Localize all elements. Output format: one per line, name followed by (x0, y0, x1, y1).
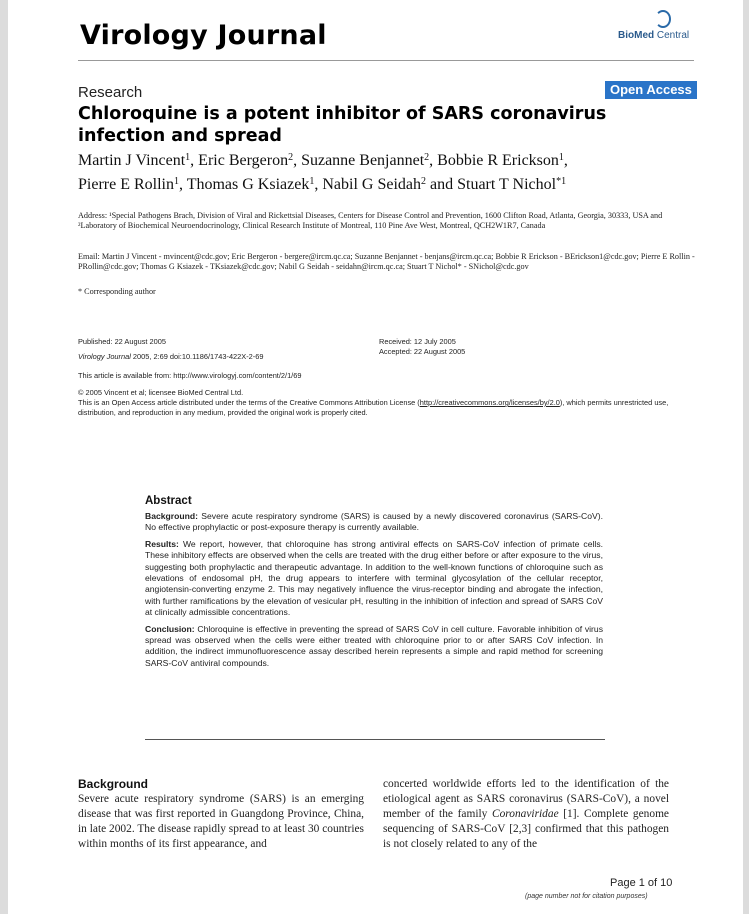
author-affiliation: 1 (558, 152, 564, 163)
author (301, 152, 437, 169)
citation-details: 2005, 2:69 doi:10.1186/1743-422X-2-69 (130, 352, 264, 361)
author-separator: , (293, 152, 302, 169)
author-separator: , (190, 152, 199, 169)
abstract-conclusion-text: Chloroquine is effective in preventing the spread of SARS CoV in cell culture. Favorable inhibition of virus spread was observed when the cells were either treated with chloroquine prior to or after SARS CoV infection. In addition, the indirect immunofluorescence assay described herein represents a simple and rapid method for screening SARS-CoV antiviral compounds. (145, 623, 603, 668)
page-number-note: (page number not for citation purposes) (525, 893, 648, 900)
article-page (8, 0, 743, 914)
author-name: Eric Bergeron (198, 152, 289, 169)
author-affiliation: 1 (185, 152, 191, 163)
author (322, 176, 457, 193)
license-statement (78, 398, 698, 419)
author-name: Suzanne Benjannet (301, 152, 425, 169)
publisher-name-rest: Central (654, 30, 690, 41)
author-name: Martin J Vincent (78, 152, 186, 169)
article-title: Chloroquine is a potent inhibitor of SARS coronavirus infection and spread (78, 104, 607, 146)
author (457, 176, 566, 193)
body-column-2-pre: concerted worldwide efforts led to the identification of the etiological agent as SARS coronavirus (SARS-CoV), a novel member of the family (383, 778, 669, 820)
author-name: Stuart T Nichol (457, 175, 557, 193)
body-column-2-italic: Coronaviridae (491, 808, 559, 820)
author-name: Thomas G Ksiazek (186, 175, 310, 193)
author (187, 176, 323, 193)
author (78, 176, 187, 193)
author-separator: , (314, 175, 323, 193)
author-affiliation: 2 (424, 152, 430, 163)
author-list (78, 148, 698, 195)
author-affiliation: 1 (173, 175, 179, 187)
abstract-results-label: Results: (145, 539, 179, 550)
article-type: Research (78, 84, 143, 101)
article-url: This article is available from: http://www.virologyj.com/content/2/1/69 (78, 371, 302, 380)
license-link[interactable]: http://creativecommons.org/licenses/by/2.0 (419, 398, 560, 407)
author-separator: , (563, 152, 568, 169)
publisher-name-bold: BioMed (618, 30, 655, 41)
body-column-1: Severe acute respiratory syndrome (SARS) is an emerging disease that was first reported in Guangdong Province, China, in late 2002. The disease rapidly spread to at least 30 countries within months of its first appearance, and (78, 793, 364, 850)
author-name: Pierre E Rollin (78, 175, 174, 193)
abstract-background (145, 511, 603, 534)
abstract-box (145, 495, 603, 674)
citation-line (78, 352, 263, 362)
body-column-2-post: [1]. Complete genome sequencing of SARS-CoV [2,3] confirmed that this pathogen is not closely related to any of the (383, 808, 669, 850)
section-heading-background: Background (78, 777, 149, 791)
author-separator: and (426, 175, 458, 193)
abstract-conclusion-label: Conclusion: (145, 623, 195, 634)
published-date: Published: 22 August 2005 (78, 337, 166, 346)
author-affiliation: 2 (288, 152, 294, 163)
author-name: Bobbie R Erickson (437, 152, 559, 169)
citation-journal: Virology Journal (78, 352, 131, 361)
author-name: Nabil G Seidah (322, 175, 421, 193)
abstract-background-text: Severe acute respiratory syndrome (SARS) is caused by a newly discovered coronavirus (SARS-CoV). No effective prophylactic or post-exposure therapy is currently available. (145, 511, 603, 533)
author (198, 152, 301, 169)
author-emails: Email: Martin J Vincent - mvincent@cdc.gov; Eric Bergeron - bergere@ircm.qc.ca; Suzanne Benjannet - benjans@ircm.qc.ca; Bobbie R Erickson - BErickson1@cdc.gov; Pierre E Rollin - PRollin@cdc.gov; Thomas G Ksiazek - TKsiazek@cdc.gov; Nabil G Seidah - seidahn@ircm.qc.ca; Stuart T Nichol* - SNichol@cdc.gov (78, 252, 695, 272)
received-date: Received: 12 July 2005 (379, 337, 456, 346)
license-text-post: ), which permits unrestricted use, distribution, and reproduction in any medium, provided the original work is properly cited. (78, 398, 669, 418)
abstract-conclusion (145, 624, 603, 669)
header-rule (78, 60, 694, 61)
journal-title: Virology Journal (80, 20, 327, 51)
author-affiliation: 1 (309, 175, 315, 187)
affiliation-address: Address: ¹Special Pathogens Brach, Division of Viral and Rickettsial Diseases, Centers for Disease Control and Prevention, 1600 Clifton Road, Atlanta, Georgia, 30333, USA and ²Laboratory of Biochemical Neuroendocrinology, Clinical Research Institute of Montreal, 110 Pine Ave West, Montreal, QCH2W1R7, Canada (78, 211, 663, 231)
license-text-pre: This is an Open Access article distributed under the terms of the Creative Commons Attribution License ( (78, 398, 420, 407)
abstract-results (145, 539, 603, 618)
copyright: © 2005 Vincent et al; licensee BioMed Central Ltd. (78, 388, 244, 397)
body-column-2 (383, 777, 669, 852)
biomed-central-icon (655, 10, 671, 28)
author-affiliation: *1 (556, 175, 567, 187)
abstract-results-text: We report, however, that chloroquine has strong antiviral effects on SARS-CoV infection of primate cells. These inhibitory effects are observed when the cells are treated with the drug either before or after exposure to the virus, suggesting both prophylactic and therapeutic advantage. In addition to the well-known functions of chloroquine such as elevations of endosomal pH, the drug appears to interfere with terminal glycosylation of the cellular receptor, angiotensin-converting enzyme 2. This may negatively influence the virus-receptor binding and abrogate the infection, with further ramifications by the elevation of vesicular pH, resulting in the inhibition of infection and spread of SARS CoV at clinically admissible concentrations. (145, 539, 603, 617)
page-number: Page 1 of 10 (610, 877, 673, 889)
author-affiliation: 2 (421, 175, 426, 187)
accepted-date: Accepted: 22 August 2005 (379, 347, 466, 356)
author (78, 152, 198, 169)
open-access-badge: Open Access (605, 81, 697, 99)
abstract-background-label: Background: (145, 511, 198, 521)
author (437, 152, 568, 169)
abstract-rule (145, 739, 605, 740)
abstract-heading: Abstract (145, 495, 192, 507)
publisher-logo (618, 30, 698, 41)
author-separator: , (178, 175, 187, 193)
author-separator: , (429, 152, 438, 169)
corresponding-author-note: * Corresponding author (78, 287, 156, 296)
